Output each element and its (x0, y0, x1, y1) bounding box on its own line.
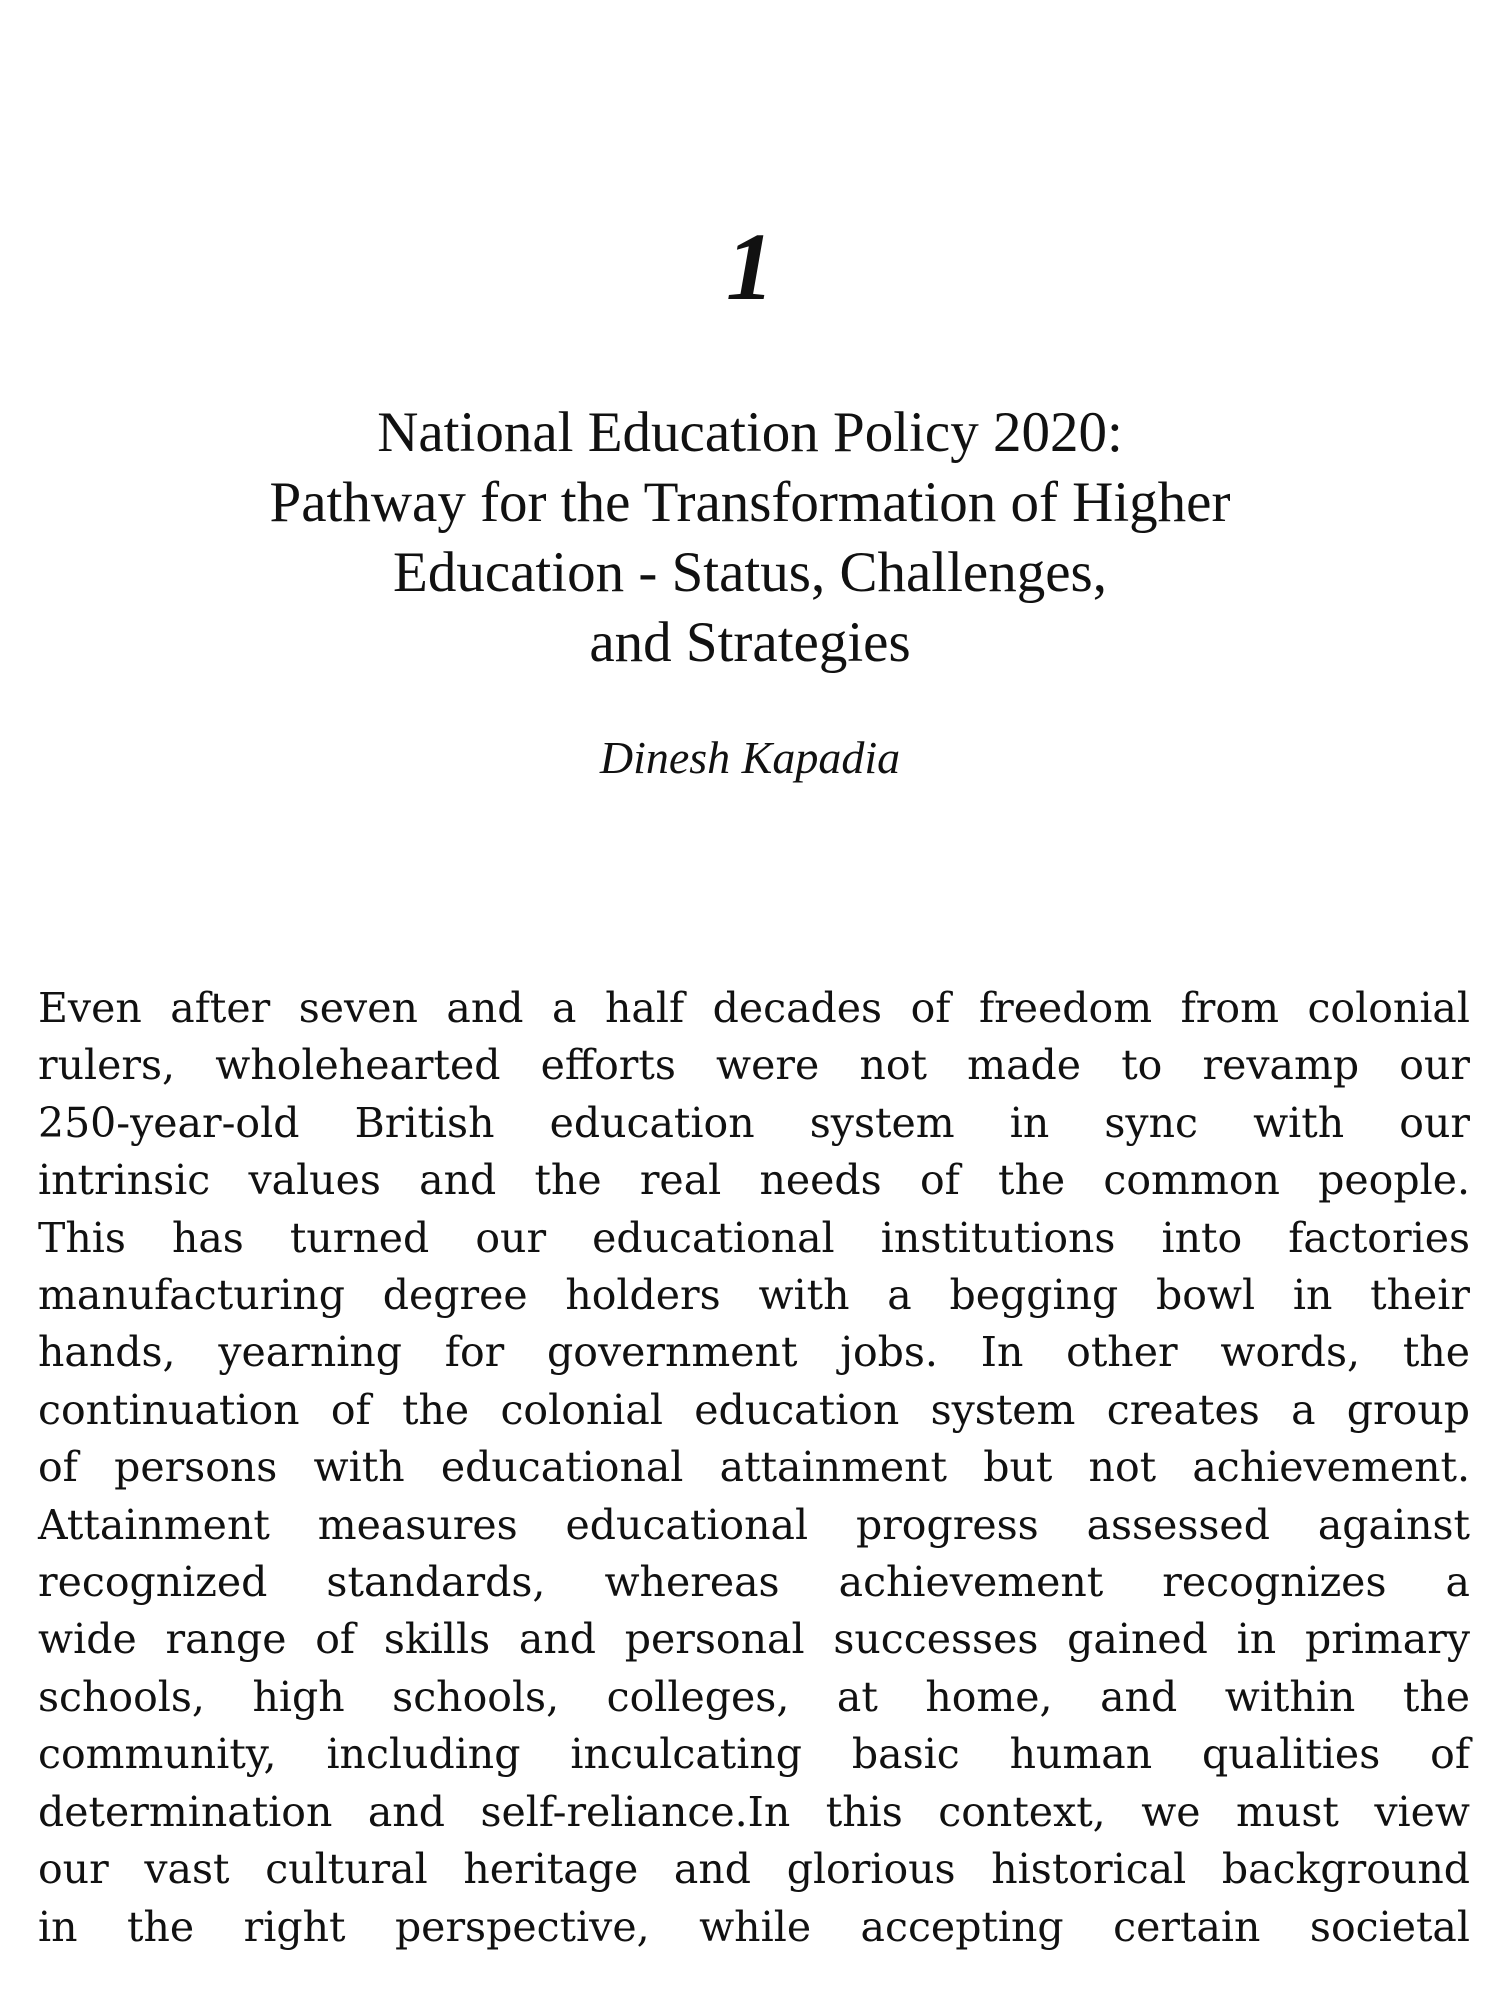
text-line: intrinsic values and the real needs of the common people. (38, 1156, 1470, 1205)
text-line: recognized standards, whereas achievement recognizes a (38, 1558, 1470, 1607)
text-line: Attainment measures educational progress assessed against (38, 1500, 1470, 1549)
author-name: Dinesh Kapadia (599, 732, 901, 783)
text-line: of persons with educational attainment but not achievement. (38, 1443, 1470, 1492)
chapter-title-line: Education - Status, Challenges, (393, 541, 1107, 604)
text-line: determination and self-reliance.In this context, we must view (38, 1787, 1470, 1836)
body-paragraph (38, 980, 1470, 1956)
text-line: 250-year-old British education system in sync with our (38, 1098, 1470, 1147)
text-line: schools, high schools, colleges, at home, and within the (38, 1672, 1470, 1721)
text-line: community, including inculcating basic human qualities of (38, 1730, 1470, 1779)
text-line: manufacturing degree holders with a begging bowl in their (38, 1271, 1470, 1320)
chapter-title-line: and Strategies (589, 611, 911, 674)
chapter-title (60, 398, 1440, 678)
chapter-title-line: Pathway for the Transformation of Higher (269, 471, 1231, 534)
text-line: This has turned our educational institutions into factories (38, 1213, 1470, 1262)
text-line: hands, yearning for government jobs. In other words, the (38, 1328, 1470, 1377)
chapter-number: 1 (726, 213, 774, 320)
text-line: continuation of the colonial education system creates a group (38, 1385, 1470, 1434)
text-line: in the right perspective, while accepting certain societal (38, 1902, 1470, 1951)
text-line: our vast cultural heritage and glorious historical background (38, 1845, 1470, 1894)
text-line: Even after seven and a half decades of freedom from colonial (38, 984, 1470, 1032)
text-line: wide range of skills and personal successes gained in primary (38, 1615, 1470, 1664)
text-line: rulers, wholehearted efforts were not made to revamp our (38, 1041, 1470, 1090)
chapter-title-line: National Education Policy 2020: (377, 401, 1123, 464)
